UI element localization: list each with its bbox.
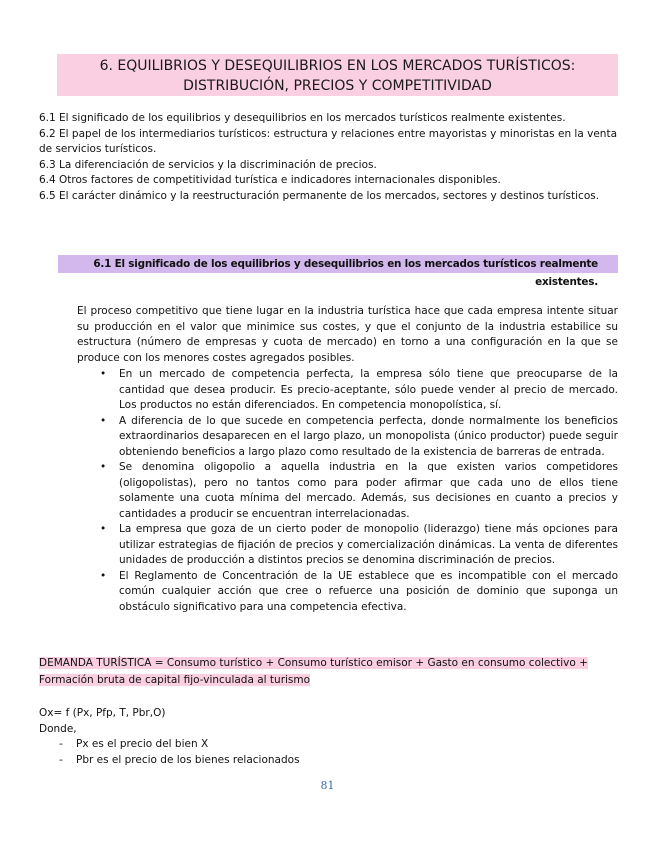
demand-definition-text: DEMANDA TURÍSTICA = Consumo turístico + Consumo turístico emisor + Gasto en consumo colectivo + Formación bruta de capital fijo-vinculada al turismo [39, 657, 588, 686]
section-heading: 6.1 El significado de los equilibrios y desequilibrios en los mercados turísticos realmente existentes. [58, 255, 618, 273]
bullet-icon: • [100, 569, 107, 582]
bullet-text: El Reglamento de Concentración de la UE establece que es incompatible con el mercado común cualquier acción que cree o refuerce una posición de dominio que suponga un obstáculo significativo para una competencia efectiva. [119, 569, 618, 613]
bullet-text: La empresa que goza de un cierto poder de monopolio (liderazgo) tiene más opciones para utilizar estrategias de fijación de precios y comercialización dinámicas. La venta de diferentes unidades de producción a distintos precios se denomina discriminación de precios. [119, 523, 618, 566]
toc-item: 6.4 Otros factores de competitividad turística e indicadores internacionales disponibles. [39, 174, 501, 187]
bullet-text: En un mercado de competencia perfecta, la empresa sólo tiene que preocuparse de la cantidad que desea producir. Es precio-aceptante, sólo puede vender al precio de mercado. Los productos no están diferenciados. En competencia monopolística, sí. [119, 368, 618, 411]
formula-block [39, 706, 619, 768]
page-number: 81 [320, 779, 335, 792]
bullet-icon: • [100, 414, 107, 427]
toc-item: 6.2 El papel de los intermediarios turísticos: estructura y relaciones entre mayoristas y minoristas en la venta de servicios turísticos. [39, 127, 618, 156]
bullet-list [100, 367, 618, 615]
chapter-title-line-1: 6. EQUILIBRIOS Y DESEQUILIBRIOS EN LOS MERCADOS TURÍSTICOS: [99, 58, 576, 74]
toc-item: 6.1 El significado de los equilibrios y desequilibrios en los mercados turísticos realmente existentes. [39, 112, 566, 124]
toc-item: 6.5 El carácter dinámico y la reestructuración permanente de los mercados, sectores y destinos turísticos. [39, 189, 600, 202]
list-item [100, 460, 618, 522]
table-of-contents [39, 111, 629, 205]
bullet-icon: • [100, 368, 107, 380]
intro-paragraph: El proceso competitivo que tiene lugar en la industria turística hace que cada empresa intente situar su producción en el valor que minimice sus costes, y que el conjunto de la industria estabilice su estructura (número de empresas y cuota de mercado) en torno a una configuración en la que se produce con los menores costes agregados posibles. [77, 305, 618, 364]
chapter-title [57, 54, 618, 96]
list-item [100, 367, 618, 414]
chapter-title-line-2: DISTRIBUCIÓN, PRECIOS Y COMPETITIVIDAD [183, 78, 492, 94]
bullet-text: Se denomina oligopolio a aquella industria en la que existen varios competidores (oligopolistas), pero no tantos como para poder afirmar que cada uno de ellos tiene solamente una cuota mínima del mercado. Además, sus decisiones en cuanto a precios y cantidades a producir se encuentran interrelacionadas. [119, 461, 618, 520]
list-item [100, 569, 618, 616]
dash-icon: - [59, 753, 63, 766]
definition-list [39, 737, 619, 768]
definition-text: Px es el precio del bien X [76, 738, 209, 750]
toc-item: 6.3 La diferenciación de servicios y la discriminación de precios. [39, 158, 377, 171]
bullet-icon: • [100, 523, 107, 535]
list-item [100, 522, 618, 569]
list-item [39, 753, 619, 769]
demand-definition [39, 655, 619, 689]
list-item [100, 414, 618, 461]
list-item [39, 737, 619, 753]
dash-icon: - [59, 738, 63, 750]
bullet-text: A diferencia de lo que sucede en competencia perfecta, donde normalmente los beneficios extraordinarios desaparecen en el largo plazo, un monopolista (único productor) puede seguir obteniendo beneficios a largo plazo como resultado de la existencia de barreras de entrada. [119, 414, 618, 458]
formula: Ox= f (Px, Pfp, T, Pbr,O) [39, 707, 166, 719]
bullet-icon: • [100, 461, 107, 473]
donde-label: Donde, [39, 722, 77, 735]
definition-text: Pbr es el precio de los bienes relacionados [76, 753, 300, 766]
